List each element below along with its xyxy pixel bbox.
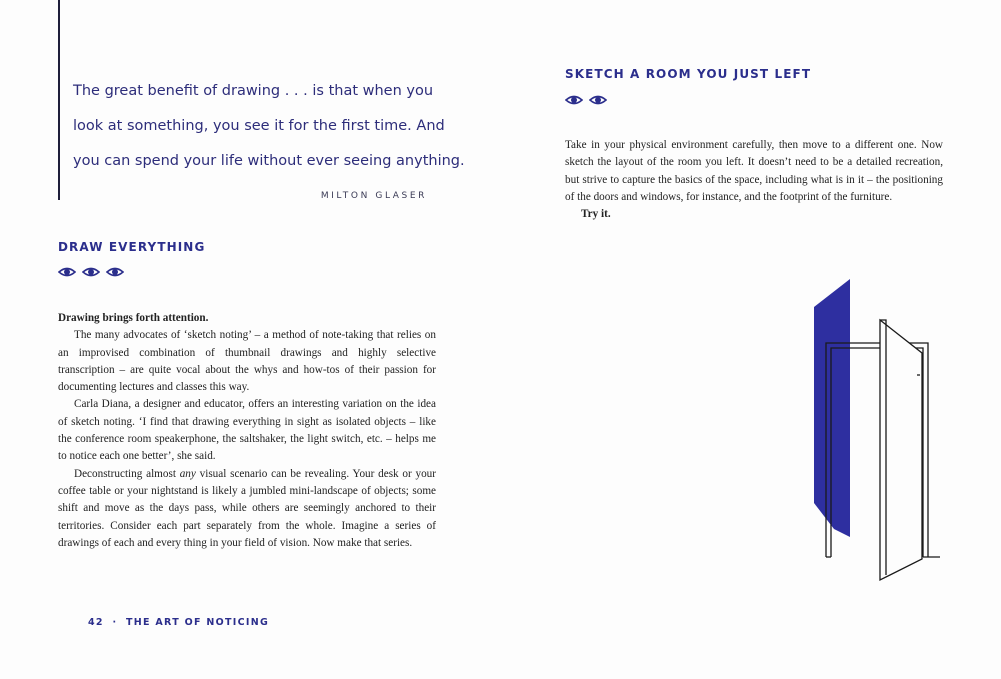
emphasis-any: any [179, 467, 196, 480]
open-door [880, 320, 922, 580]
quote-rule [58, 0, 60, 200]
paragraph-sketch-room: Take in your physical environment carefully, then move to a different one. Now sketch the layout of the room you left. It doesn’t need to be a detailed recreation, but strive to capture the basics of the space, including what is in it – the positioning of the doors and windows, for instance, and the footprint of the furniture. [565, 139, 943, 203]
footer-separator: · [112, 617, 118, 628]
section-heading-sketch-room: SKETCH A ROOM YOU JUST LEFT [565, 67, 812, 81]
quote-line: The great benefit of drawing . . . is that when you [73, 83, 434, 99]
page-number: 42 [88, 617, 104, 628]
eye-icon [82, 266, 100, 278]
quote-line: you can spend your life without ever seeing anything. [73, 153, 465, 169]
sketch-room-body [565, 137, 943, 223]
section-heading-draw-everything: DRAW EVERYTHING [58, 240, 206, 254]
paragraph-carla-diana: Carla Diana, a designer and educator, offers an interesting variation on the idea of sketch noting. ‘I find that drawing everything in sight as isolated objects – like the conference room speakerphone, the saltshaker, the light switch, etc. – helps me to notice each one better’, she said. [58, 398, 436, 463]
eye-icon [589, 94, 607, 106]
paragraph-deconstructing: Deconstructing almost any visual scenario can be revealing. Your desk or your coffee table or your nightstand is likely a jumbled mini-landscape of objects; some shift and move as the days pass, while others are seemingly anchored to their territories. Consider each part separately from the whole. Imagine a series of drawings of each and every thing in your field of vision. Now make that series. [58, 467, 436, 549]
call-to-action: Try it. [581, 208, 611, 221]
door-panel-shadow [814, 279, 850, 537]
quote-attribution: MILTON GLASER [320, 191, 427, 201]
page-footer [88, 617, 269, 628]
eye-icon [58, 266, 76, 278]
draw-everything-body [58, 310, 436, 552]
eye-rating-right [565, 94, 607, 106]
pull-quote [73, 80, 465, 185]
book-title: THE ART OF NOTICING [125, 617, 270, 628]
eye-rating-left [58, 266, 124, 278]
eye-icon [106, 266, 124, 278]
paragraph-sketch-noting: The many advocates of ‘sketch noting’ – a method of note-taking that relies on an improvised combination of thumbnail drawings and highly selective transcription – are quite vocal about the whys and how-tos of their passion for documenting lectures and classes this way. [58, 329, 436, 394]
eye-icon [565, 94, 583, 106]
lead-sentence: Drawing brings forth attention. [58, 312, 209, 324]
quote-line: look at something, you see it for the first time. And [73, 118, 445, 134]
door-illustration [808, 275, 948, 585]
